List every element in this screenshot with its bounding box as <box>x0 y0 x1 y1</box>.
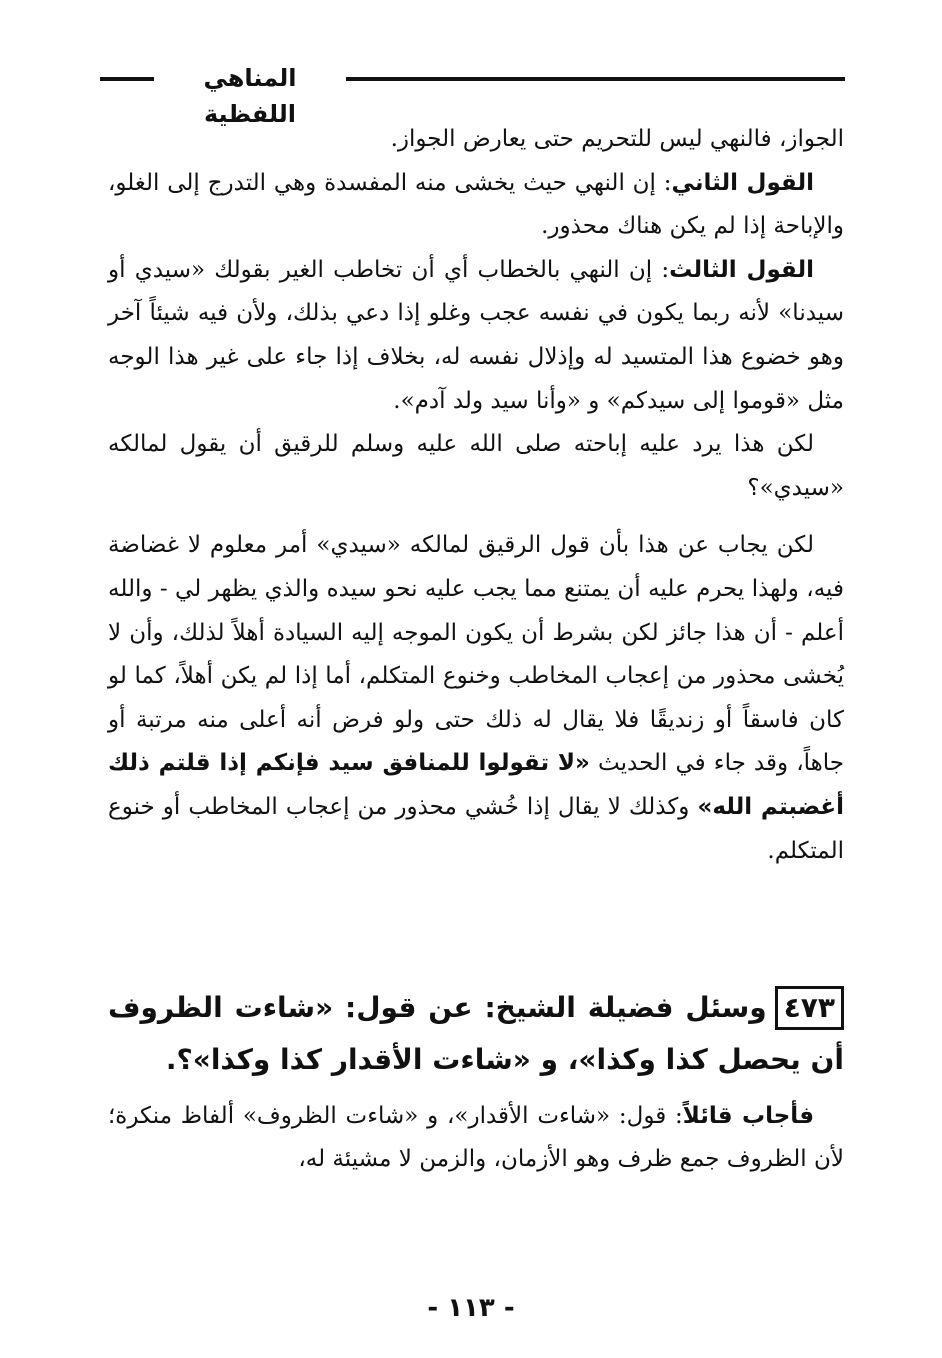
header-rule-left <box>100 77 154 81</box>
answer-label: فأجاب قائلاً <box>682 1103 815 1129</box>
paragraph <box>108 118 844 162</box>
hadith-quote: «لا تقولوا للمنافق سيد فإنكم إذا قلتم ذلك أغضبتم الله» <box>108 750 844 820</box>
answer-block <box>108 1095 844 1181</box>
paragraph <box>108 162 844 249</box>
main-text <box>108 118 844 873</box>
paragraph-text: لكن هذا يرد عليه إباحته صلى الله عليه وسلم للرقيق أن يقول لمالكه «سيدي»؟ <box>108 431 844 501</box>
paragraph-text: وكذلك لا يقال إذا خُشي محذور من إعجاب المخاطب أو خنوع المتكلم. <box>108 793 844 864</box>
answer-paragraph <box>108 1095 844 1181</box>
opinion-label: القول الثاني <box>671 169 814 196</box>
paragraph-text: : إن النهي بالخطاب أي أن تخاطب الغير بقولك «سيدي أو سيدنا» لأنه ربما يكون في نفسه عجب وغلو إذا دعي بذلك، ولأن فيه شيئاً آخر وهو خضوع هذا المتسيد له وإذلال نفسه له، بخلاف إذا جاء على غير هذا الوجه مثل «قوموا إلى سيدكم» و «وأنا سيد ولد آدم». <box>108 256 844 414</box>
paragraph-text: : إن النهي حيث يخشى منه المفسدة وهي التدرج إلى الغلو، والإباحة إذا لم يكن هناك محذور. <box>108 169 844 240</box>
question-text: وسئل فضيلة الشيخ: عن قول: «شاءت الظروف أن يحصل كذا وكذا»، و «شاءت الأقدار كذا وكذا»؟. <box>108 991 844 1076</box>
header-title: المناهي اللفظية <box>203 64 297 128</box>
answer-text: : قول: «شاءت الأقدار»، و «شاءت الظروف» ألفاظ منكرة؛ لأن الظروف جمع ظرف وهو الأزمان، والزمن لا مشيئة له، <box>108 1103 844 1172</box>
header-rule-right <box>346 77 845 81</box>
page-number: - ١١٣ - <box>427 1293 515 1323</box>
paragraph <box>108 249 844 423</box>
question-block <box>108 982 844 1086</box>
running-header <box>100 60 845 128</box>
paragraph-text: لكن يجاب عن هذا بأن قول الرقيق لمالكه «سيدي» أمر معلوم لا غضاضة فيه، ولهذا يحرم عليه أن يمتنع مما يجب عليه نحو سيده والذي يظهر لي - والله أعلم - أن هذا جائز لكن بشرط أن يكون الموجه إليه السيادة أهلاً لذلك، وأن لا يُخشى محذور من إعجاب المخاطب وخنوع المتكلم، أما إذا لم يكن أهلاً، كما لو كان فاسقاً أو زنديقًا فلا يقال له ذلك حتى ولو فرض أنه أعلى منه مرتبة أو جاهاً، وقد جاء في الحديث <box>108 532 845 777</box>
paragraph <box>108 524 844 873</box>
paragraph-text: الجواز، فالنهي ليس للتحريم حتى يعارض الجواز. <box>390 126 844 152</box>
paragraph <box>108 423 844 510</box>
question-paragraph <box>108 982 844 1086</box>
question-number: ٤٧٣ <box>775 986 844 1030</box>
opinion-label: القول الثالث <box>669 256 814 283</box>
